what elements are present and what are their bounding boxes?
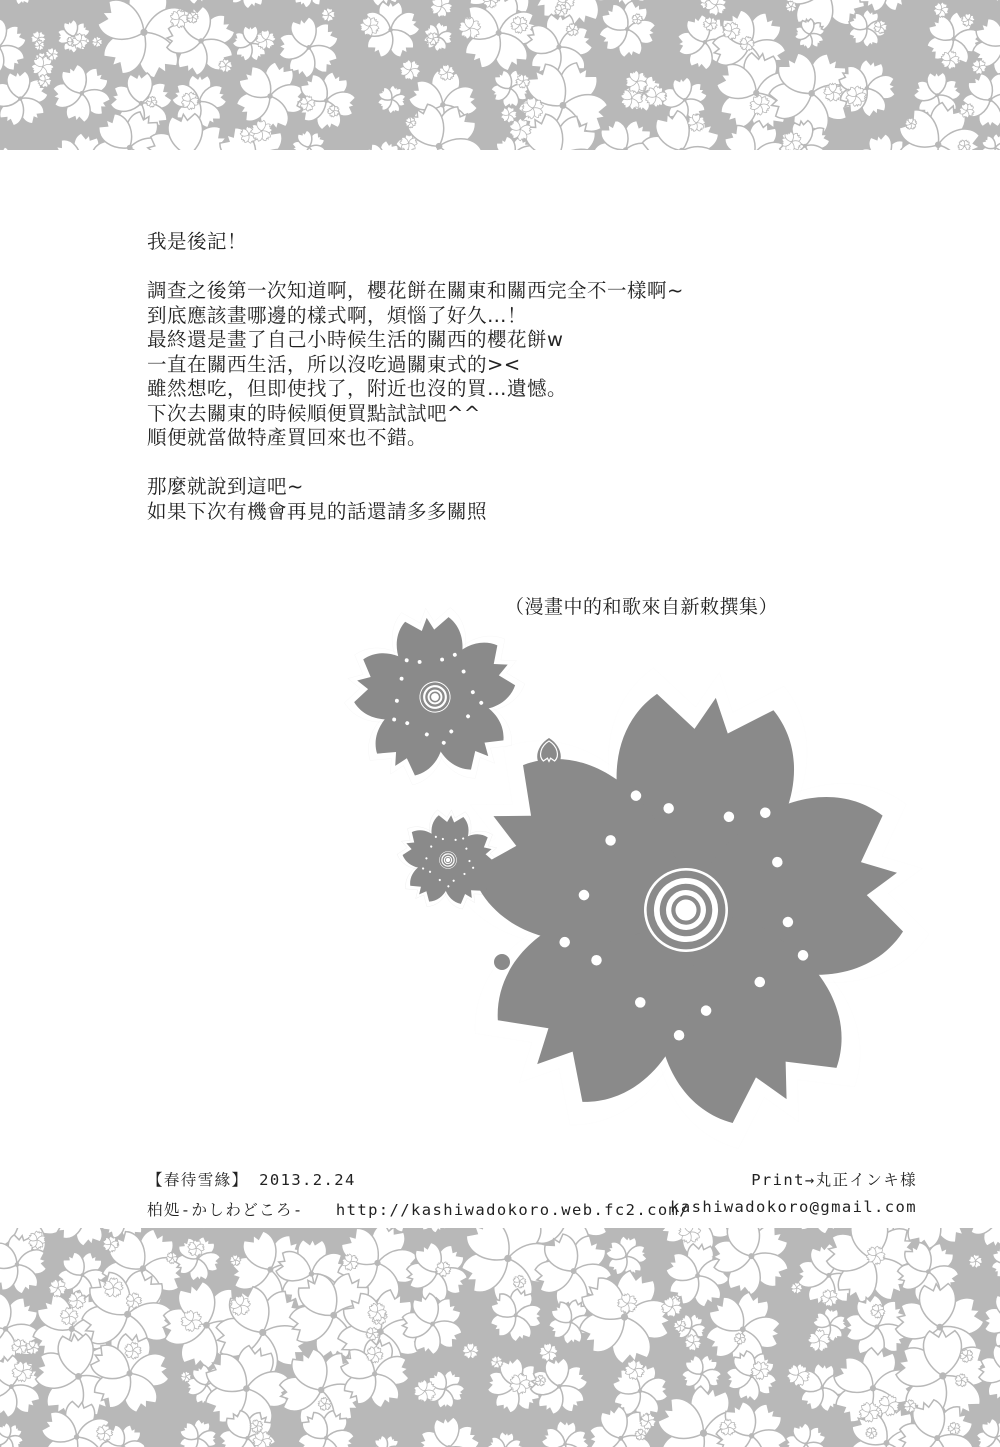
sakura-flower-icon: [330, 598, 540, 800]
afterword-line: 到底應該畫哪邊的樣式啊，煩惱了好久…！: [147, 303, 528, 327]
circle-name: 柏処-かしわどころ-: [147, 1201, 304, 1219]
email-address: kashiwadokoro@gmail.com: [670, 1198, 917, 1216]
bottom-floral-band: [0, 1228, 1000, 1447]
sakura-petal-icon: [537, 738, 561, 767]
afterword-line: 如果下次有機會再見的話還請多多關照: [147, 499, 488, 523]
afterword-line: 那麼就說到這吧~: [147, 475, 304, 498]
printer-credit: Print→丸正インキ様: [751, 1171, 917, 1189]
circle-info: [147, 1198, 690, 1220]
sakura-pattern-bottom: [0, 1228, 1000, 1447]
afterword-heading: 我是後記！: [147, 230, 248, 253]
afterword-line: 一直在關西生活，所以沒吃過關東式的><: [147, 352, 521, 376]
book-title-date: 【春待雪緣】 2013.2.24: [147, 1171, 356, 1189]
website-url: http://kashiwadokoro.web.fc2.com/: [335, 1201, 691, 1219]
afterword-line: 調查之後第一次知道啊，櫻花餅在關東和關西完全不一樣啊~: [147, 279, 684, 302]
afterword-line: 雖然想吃，但即使找了，附近也沒的買…遺憾。: [147, 377, 568, 400]
afterword-line: 最終還是畫了自己小時候生活的關西的櫻花餅w: [147, 328, 564, 351]
waka-source-note: （漫畫中的和歌來自新敕撰集）: [505, 596, 779, 618]
afterword-line: 下次去關東的時候順便買點試試吧^^: [147, 401, 481, 425]
afterword-line: 順便就當做特產買回來也不錯。: [147, 426, 428, 449]
dot-icon: [494, 954, 510, 970]
